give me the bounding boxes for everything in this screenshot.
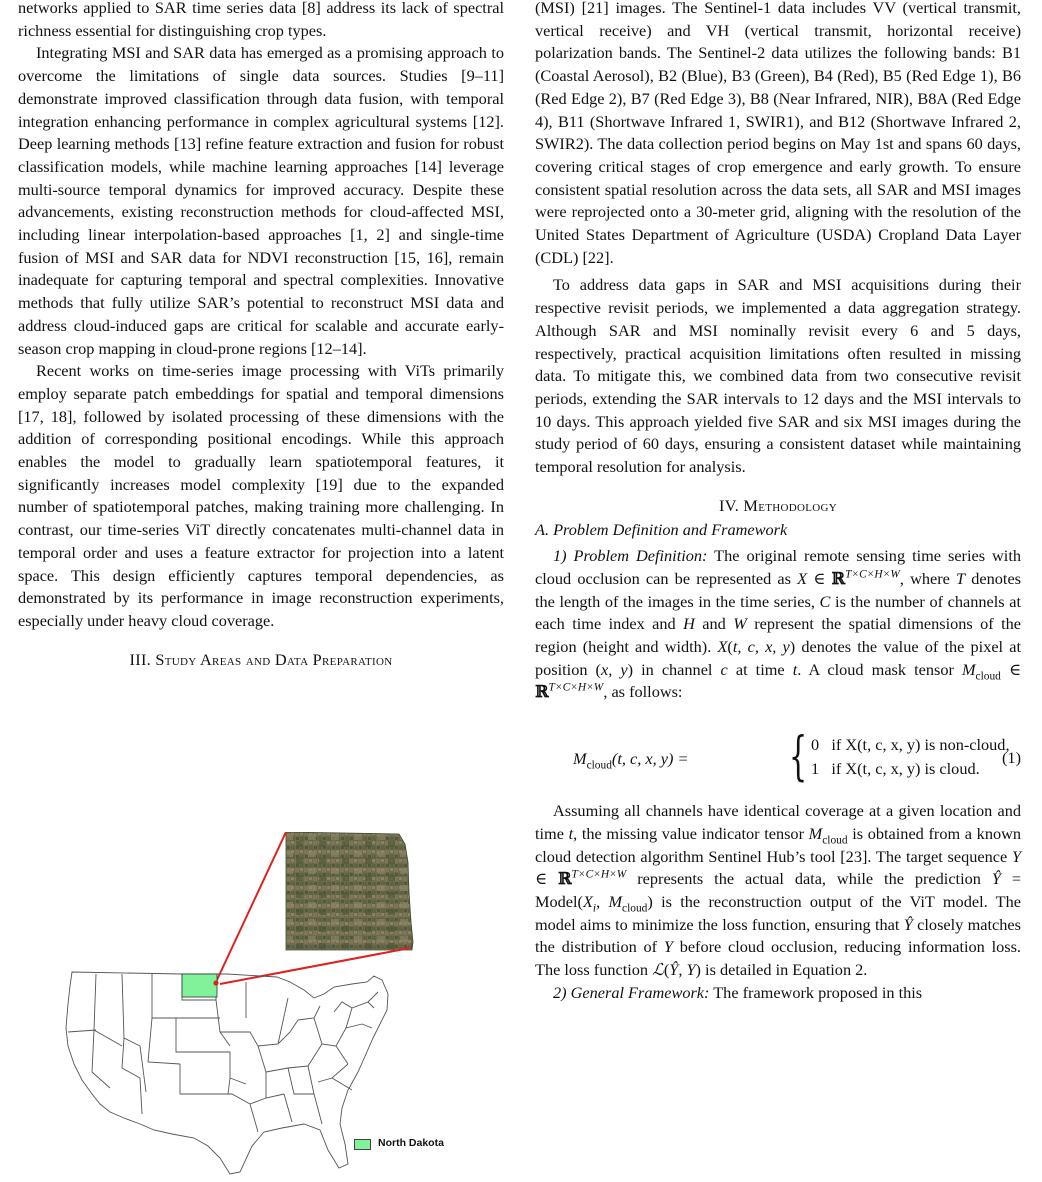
paragraph-title: 2) General Framework: <box>553 982 710 1002</box>
left-column <box>18 0 504 671</box>
equation-case: 1 if X(t, c, x, y) is cloud. <box>811 759 980 779</box>
equation-number: (1) <box>1002 748 1021 768</box>
paragraph: 2) General Framework: The framework proposed in this <box>553 982 923 1002</box>
subsection-heading: A. Problem Definition and Framework <box>535 520 788 540</box>
paragraph: (MSI) [21] images. The Sentinel-1 data includes VV (vertical transmit, vertical receive) and VH (vertical transmit, horizontal receive) polarization bands. The Sentinel-2 data utilizes the following bands: B1 (Coastal Aerosol), B2 (Blue), B3 (Green), B4 (Red), B5 (Red Edge 1), B6 (Red Edge 2), B7 (Red Edge 3), B8 (Near Infrared, NIR), B8A (Red Edge 4), B11 (Shortwave Infrared 1, SWIR1), and B12 (Shortwave Infrared 2, SWIR2). The data collection period begins on May 1st and spans 60 days, covering critical stages of crop emergence and early growth. To ensure consistent spatial resolution across the data sets, all SAR and MSI images were reprojected onto a 30-meter grid, aligning with the resolution of the United States Department of Agriculture (USDA) Cropland Data Layer (CDL) [22]. <box>535 0 1021 267</box>
right-column <box>535 0 1021 1004</box>
paragraph: networks applied to SAR time series data [8] address its lack of spectral richness essential for distinguishing crop types. <box>18 0 504 40</box>
equation-case: 0 if X(t, c, x, y) is non-cloud, <box>811 735 1010 755</box>
legend-label: North Dakota <box>378 1137 444 1149</box>
equation-lhs: $M_{cloud}(t$, c, x, y) = <box>573 749 689 772</box>
paragraph-title: 1) Problem Definition: <box>553 546 708 566</box>
equation-1 <box>535 727 1021 788</box>
study-area-figure <box>52 832 452 1182</box>
us-outline <box>66 972 388 1174</box>
section-heading: IV. Methodology <box>719 495 837 515</box>
section-heading: III. Study Areas and Data Preparation <box>129 649 393 669</box>
pointer-dot <box>213 980 218 985</box>
paragraph: To address data gaps in SAR and MSI acquisitions during their respective revisit periods, we implemented a data aggregation strategy. Although SAR and MSI nominally revisit every 6 and 5 days, respectively, practical acquisition limitations often resulted in missing data. To mitigate this, we combined data from two consecutive revisit periods, extending the SAR intervals to 12 days and the MSI intervals to 10 days. This approach yielded five SAR and six MSI images during the study period of 60 days, ensuring a consistent dataset while maintaining temporal resolution for analysis. <box>535 275 1021 477</box>
pointer-line <box>220 948 410 984</box>
north-dakota-region <box>182 974 217 997</box>
paragraph: Integrating MSI and SAR data has emerged as a promising approach to overcome the limitations of single data sources. Studies [9–11] demonstrate improved classification through data fusion, with temporal integration enhancing performance in complex agricultural systems [12]. Deep learning methods [13] refine feature extraction and fusion for robust classification models, while machine learning approaches [14] leverage multi-source temporal dynamics for improved accuracy. Despite these advancements, existing reconstruction methods for cloud-affected MSI, including linear interpolation-based approaches [1, 2] and single-time fusion of MSI and SAR data for NDVI reconstruction [15, 16], remain inadequate for capturing temporal and spectral complexities. Innovative methods that fully utilize SAR’s potential to reconstruct MSI data and address cloud-induced gaps are critical for scalable and accurate early-season crop mapping in cloud-prone regions [12–14]. <box>18 43 504 358</box>
equation-brace: { <box>789 727 808 788</box>
satellite-inset <box>286 832 413 950</box>
legend-swatch <box>354 1139 371 1150</box>
paragraph: 1) Problem Definition: The original remote sensing time series with cloud occlusion can be represented as X ∈ ℝ$^{T\times C\times H\times W}$, where T denotes the length of the images in the time series, C is the number of channels at each time index and H and W represent the spatial dimensions of the region (height and width). X(t, c, x, y) denotes the value of the pixel at position (x, y) in channel c at time t. A cloud mask tensor $M_{cloud}$ ∈ ℝ$^{T\times C\times H\times W}$, as follows: <box>535 546 1022 702</box>
paragraph: Recent works on time-series image processing with ViTs primarily employ separate patch embeddings for spatial and temporal dimensions [17, 18], followed by isolated processing of these dimensions with the addition of corresponding positional encodings. While this approach enables the model to gradually learn spatiotemporal features, it significantly increases model complexity [19] due to the expanded number of spatiotemporal patches, making training more challenging. In contrast, our time-series ViT directly concatenates multi-channel data in temporal order and uses a feature extractor for projection into a latent space. This design efficiently captures temporal dependencies, as demonstrated by its performance in image reconstruction experiments, especially under heavy cloud coverage. <box>18 361 504 630</box>
us-map <box>52 832 452 1182</box>
paragraph: Assuming all channels have identical coverage at a given location and time t, the missing value indicator tensor $M_{cloud}$ is obtained from a known cloud detection algorithm Sentinel Hub’s tool [23]. The target sequence Y ∈ ℝ$^{T\times C\times H\times W}$ represents the actual data, while the prediction Ŷ = $Model(X_i$, $M_{cloud}$) is the reconstruction output of the ViT model. The model aims to minimize the loss function, ensuring that Ŷ closely matches the distribution of Y before cloud occlusion, reducing information loss. The loss function ℒ(Ŷ, Y) is detailed in Equation 2. <box>535 801 1022 980</box>
pointer-line <box>216 832 286 982</box>
